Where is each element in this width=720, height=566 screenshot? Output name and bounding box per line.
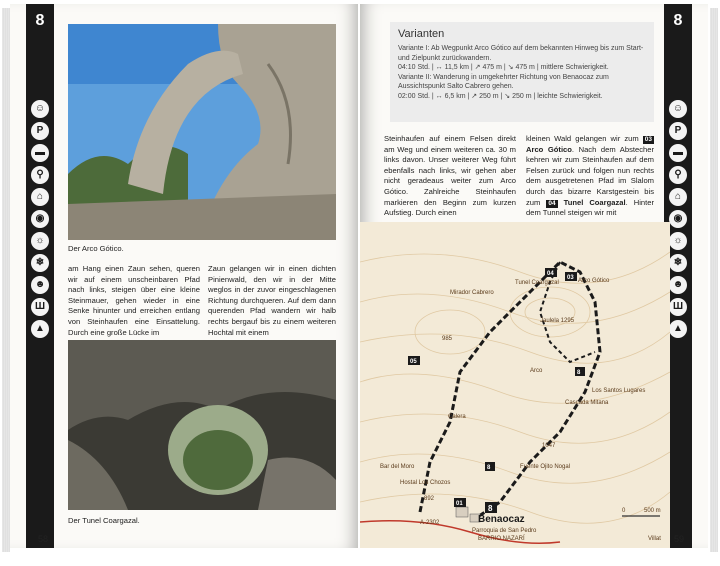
- left-text-column-2: Zaun gelangen wir in einen dichten Pinienwald, den wir in der Mitte weglos in der zuvor eingeschlagenen Richtung durchqueren. Auf dem dann querenden Pfad wandern wir halb rechts bergauf bis zu einem weiteren Hochtal mit einem: [208, 264, 336, 337]
- left-text-column-1: am Hang einen Zaun sehen, queren wir auf einem unscheinbaren Pfad nach links, steigen über eine kleine Steinmauer, gehen wieder in eine Senke hinunter und erreichen entlang von Steinhaufen eine Einsattelung. Durch eine große Lücke im: [68, 264, 200, 337]
- waypoint-badge-03: 03: [644, 136, 652, 143]
- bus-icon: ▬: [669, 144, 687, 162]
- scale-end: 500 m: [644, 508, 661, 514]
- wp-8-c: 8: [577, 370, 581, 376]
- bus-icon: ▬: [31, 144, 49, 162]
- label-barrio: BARRIO NAZARÍ: [478, 536, 525, 542]
- rating-icon: ☺: [669, 100, 687, 118]
- label-villat: Villat: [648, 536, 661, 542]
- elev-892: 892: [424, 496, 435, 502]
- label-bar-moro: Bar del Moro: [380, 464, 415, 470]
- chapter-number: 8: [35, 12, 45, 29]
- elev-1047: 1047: [542, 443, 556, 449]
- road-label: A-2302: [420, 520, 440, 526]
- wp-03: 03: [567, 275, 574, 281]
- varianten-title: Varianten: [398, 28, 445, 40]
- food-icon: ⚲: [669, 166, 687, 184]
- photo-tunel-coargazal: [68, 340, 336, 510]
- chapter-number-right: 8: [673, 12, 683, 29]
- wp-05: 05: [410, 359, 417, 365]
- parking-icon: P: [31, 122, 49, 140]
- label-tunel: Tunel Coargazal: [515, 280, 559, 286]
- waypoint-name-arco-gotico: Arco Gótico: [526, 144, 572, 154]
- sun-icon: ☼: [31, 232, 49, 250]
- parking-icon: P: [669, 122, 687, 140]
- lodging-icon: ⌂: [31, 188, 49, 206]
- page-number-right: 59: [673, 534, 684, 544]
- chapter-strip-left: [26, 4, 54, 548]
- peak-icon: ▲: [31, 320, 49, 338]
- snow-icon: ❄: [669, 254, 687, 272]
- route-map: [360, 222, 670, 548]
- col2-part-a: kleinen Wald gelangen wir zum: [526, 134, 639, 143]
- waypoint-badge-04: 04: [548, 199, 556, 207]
- scale-start: 0: [622, 508, 626, 514]
- food-icon: ⚲: [31, 166, 49, 184]
- icon-column: [31, 100, 49, 342]
- icon-column-right: [669, 100, 687, 342]
- wp-8-a: 8: [487, 465, 491, 471]
- wp-04: 04: [547, 271, 554, 277]
- variante-2: Variante II: Wanderung in umgekehrter Richtung von Benaocaz zum Aussichtspunkt Salto Cabrero gehen.: [398, 73, 609, 90]
- caption-arco-gotico: Der Arco Gótico.: [68, 244, 124, 253]
- label-arco: Arco: [530, 368, 543, 374]
- photo-arco-gotico: [68, 24, 336, 240]
- label-mirador: Mirador Cabrero: [450, 290, 494, 296]
- label-fuente: Fuente Ojito Nogal: [520, 464, 571, 470]
- view-icon: ◉: [669, 210, 687, 228]
- snow-icon: ❄: [31, 254, 49, 272]
- right-text-column-1: Steinhaufen auf einem Felsen direkt am Weg und einem weiteren ca. 30 m links davon. Unser weiterer Weg führt ebenfalls nach links, wir gehen aber nicht geradeaus weiter zum Arco Gótico. Zahlreiche Steinhaufen markieren den Beginn zum kurzen Aufstieg. Durch einen: [384, 134, 516, 218]
- label-calera: Calera: [448, 414, 466, 420]
- label-cascada: Cascada Mitana: [565, 400, 609, 406]
- col2-part-b: . Nach dem Abstecher kehren wir zum Steinhaufen auf dem Felsen zurück und folgen nun rechts dem ausgetretenen Pfad im Slalom durch das bizarre Karstgestein bis zum: [526, 144, 654, 207]
- waypoint-name-tunel: Tunel Coargazal: [563, 197, 626, 207]
- wp-01: 01: [456, 501, 463, 507]
- page-edges-left: [2, 8, 10, 552]
- museum-icon: Ш: [669, 298, 687, 316]
- page-number-left: 58: [38, 534, 49, 544]
- col2-part-c: . Hinter dem Tunnel steigen wir mit: [526, 197, 654, 218]
- label-arco-gotico: Arco Gótico: [578, 278, 610, 284]
- wp-8-b: 8: [488, 504, 493, 513]
- varianten-box: [390, 22, 654, 122]
- museum-icon: Ш: [31, 298, 49, 316]
- label-benaocaz: Benaocaz: [478, 514, 525, 525]
- family-icon: ☻: [31, 276, 49, 294]
- label-parroquia: Parroquia de San Pedro: [472, 528, 537, 534]
- lodging-icon: ⌂: [669, 188, 687, 206]
- left-page: [10, 4, 358, 548]
- caption-tunel-coargazal: Der Tunel Coargazal.: [68, 516, 140, 525]
- variante-1: Variante I: Ab Wegpunkt Arco Gótico auf dem bekannten Hinweg bis zum Start- und Zielpunkt zurückwandern.: [398, 45, 644, 62]
- label-hostal: Hostal Los Chozos: [400, 480, 451, 486]
- label-jaulela: Jaulela 1295: [540, 318, 575, 324]
- family-icon: ☻: [669, 276, 687, 294]
- view-icon: ◉: [31, 210, 49, 228]
- right-text-column-2: [526, 134, 654, 219]
- variante-2-stats: 02:00 Std. | ↔ 6,5 km | ↗ 250 m | ↘ 250 m | leichte Schwierigkeit.: [398, 92, 603, 100]
- elev-985: 985: [442, 336, 453, 342]
- page-edges-right: [710, 8, 718, 552]
- peak-icon: ▲: [669, 320, 687, 338]
- right-page: [360, 4, 708, 548]
- sun-icon: ☼: [669, 232, 687, 250]
- variante-1-stats: 04:10 Std. | ↔ 11,5 km | ↗ 475 m | ↘ 475 m | mittlere Schwierigkeit.: [398, 64, 609, 71]
- label-santos-lugares: Los Santos Lugares: [592, 388, 646, 394]
- rating-icon: ☺: [31, 100, 49, 118]
